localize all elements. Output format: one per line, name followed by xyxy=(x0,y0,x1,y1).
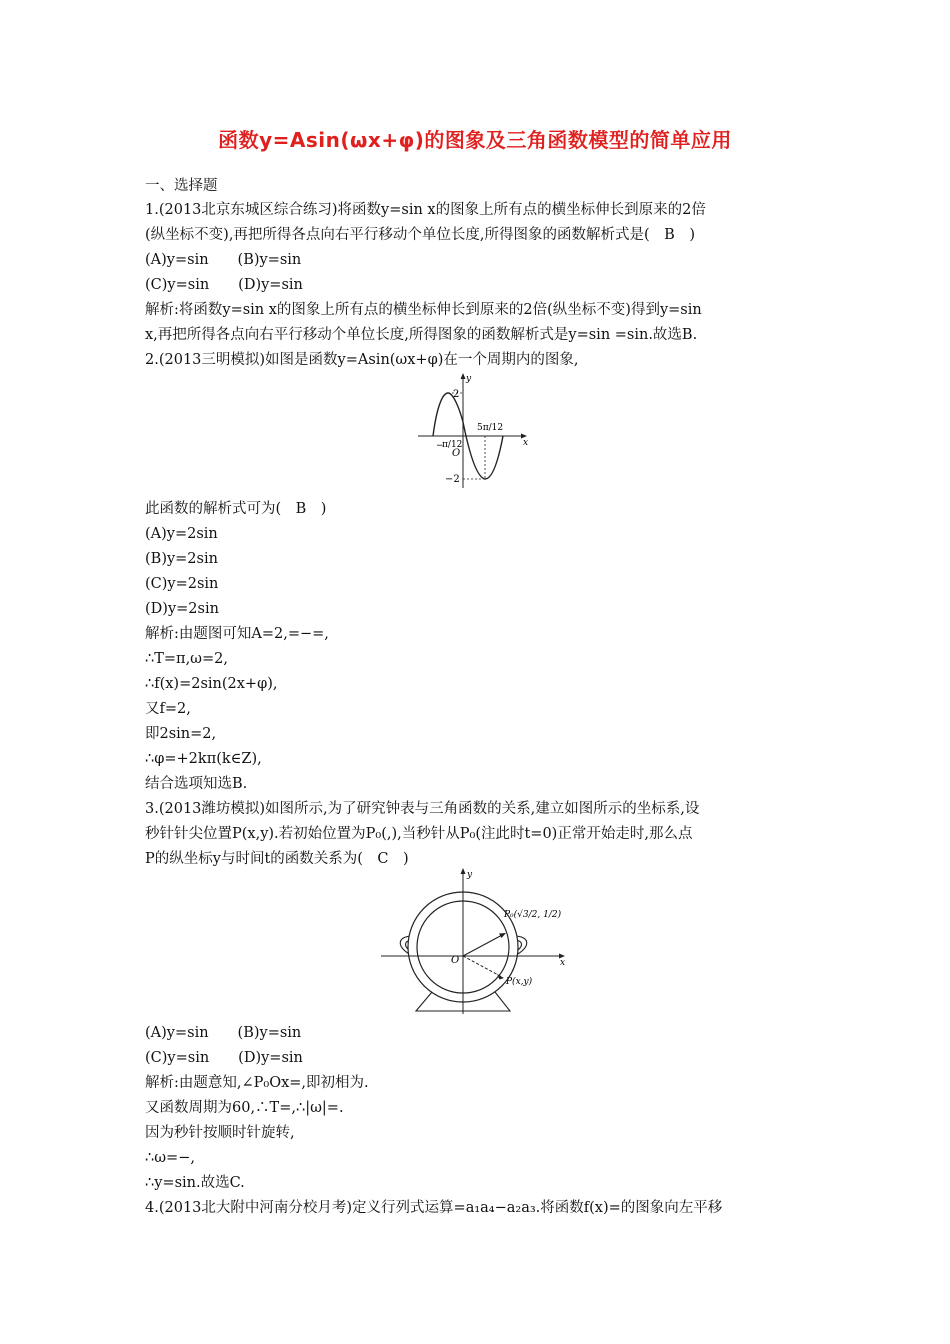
q3-options-ab: (A)y=sin (B)y=sin xyxy=(145,1025,302,1041)
q3-p0-label: P₀(√3/2, 1/2) xyxy=(504,910,562,920)
q3-solution-line5: ∴y=sin.故选C. xyxy=(145,1175,245,1191)
q3-solution-line2: 又函数周期为60,∴T=,∴|ω|=. xyxy=(145,1100,344,1116)
q2-stem: 2.(2013三明模拟)如图是函数y=Asin(ωx+φ)在一个周期内的图象, xyxy=(145,352,579,368)
q2-solution-line6: ∴φ=+2kπ(k∈Z), xyxy=(145,751,262,767)
q2-x-axis-label: x xyxy=(523,438,529,448)
section-heading: 一、选择题 xyxy=(145,178,218,194)
q3-origin-label: O xyxy=(451,955,460,966)
q3-solution-line1: 解析:由题意知,∠P₀Ox=,即初相为. xyxy=(145,1075,369,1091)
q1-stem-line1: 1.(2013北京东城区综合练习)将函数y=sin x的图象上所有点的横坐标伸长到原来的2倍 xyxy=(145,202,706,218)
q1-solution-line1: 解析:将函数y=sin x的图象上所有点的横坐标伸长到原来的2倍(纵坐标不变)得到y=sin xyxy=(145,302,702,318)
q1-options-ab: (A)y=sin (B)y=sin xyxy=(145,252,302,268)
q4-stem-line1: 4.(2013北大附中河南分校月考)定义行列式运算=a₁a₄−a₂a₃.将函数f(x)=的图象向左平移 xyxy=(145,1200,723,1216)
q2-solution-line2: ∴T=π,ω=2, xyxy=(145,651,228,667)
q3-stem-line1: 3.(2013潍坊模拟)如图所示,为了研究钟表与三角函数的关系,建立如图所示的坐标系,设 xyxy=(145,801,700,817)
q1-solution-line2: x,再把所得各点向右平行移动个单位长度,所得图象的函数解析式是y=sin =sin.故选B. xyxy=(145,327,698,343)
q2-right-x-label: 5π/12 xyxy=(477,423,504,433)
page-title: 函数y=Asin(ωx+φ)的图象及三角函数模型的简单应用 xyxy=(218,128,732,152)
q3-clock-figure xyxy=(378,864,573,1016)
q1-stem-line2: (纵坐标不变),再把所得各点向右平行移动个单位长度,所得图象的函数解析式是( B ) xyxy=(145,227,695,243)
q3-stem-line3: P的纵坐标y与时间t的函数关系为( C ) xyxy=(145,851,409,867)
q3-options-cd: (C)y=sin (D)y=sin xyxy=(145,1050,303,1066)
q2-ask: 此函数的解析式可为( B ) xyxy=(145,501,327,517)
q3-solution-line4: ∴ω=−, xyxy=(145,1150,195,1166)
q2-min-label: −2 xyxy=(445,474,460,485)
q3-y-axis-label: y xyxy=(467,870,473,880)
q1-options-cd: (C)y=sin (D)y=sin xyxy=(145,277,303,293)
q2-option-a: (A)y=2sin xyxy=(145,526,218,542)
q3-p-label: P(x,y) xyxy=(506,977,533,987)
q2-solution-line7: 结合选项知选B. xyxy=(145,776,248,792)
q2-max-label: 2 xyxy=(453,389,460,400)
q2-y-axis-label: y xyxy=(466,374,472,384)
q2-option-d: (D)y=2sin xyxy=(145,601,219,617)
q3-x-axis-label: x xyxy=(560,958,566,968)
q2-solution-line3: ∴f(x)=2sin(2x+φ), xyxy=(145,676,278,692)
q2-left-x-label: π/12 xyxy=(442,440,463,450)
q2-solution-line4: 又f=2, xyxy=(145,701,191,717)
q2-option-c: (C)y=2sin xyxy=(145,576,219,592)
q2-left-sign: − xyxy=(436,441,444,451)
q2-option-b: (B)y=2sin xyxy=(145,551,218,567)
q2-sine-graph xyxy=(415,367,535,492)
q3-stem-line2: 秒针针尖位置P(x,y).若初始位置为P₀(,),当秒针从P₀(注此时t=0)正常开始走时,那么点 xyxy=(145,826,693,842)
q2-solution-line5: 即2sin=2, xyxy=(145,726,217,742)
q2-origin-label: O xyxy=(452,448,461,459)
q3-solution-line3: 因为秒针按顺时针旋转, xyxy=(145,1125,295,1141)
q2-solution-line1: 解析:由题图可知A=2,=−=, xyxy=(145,626,329,642)
